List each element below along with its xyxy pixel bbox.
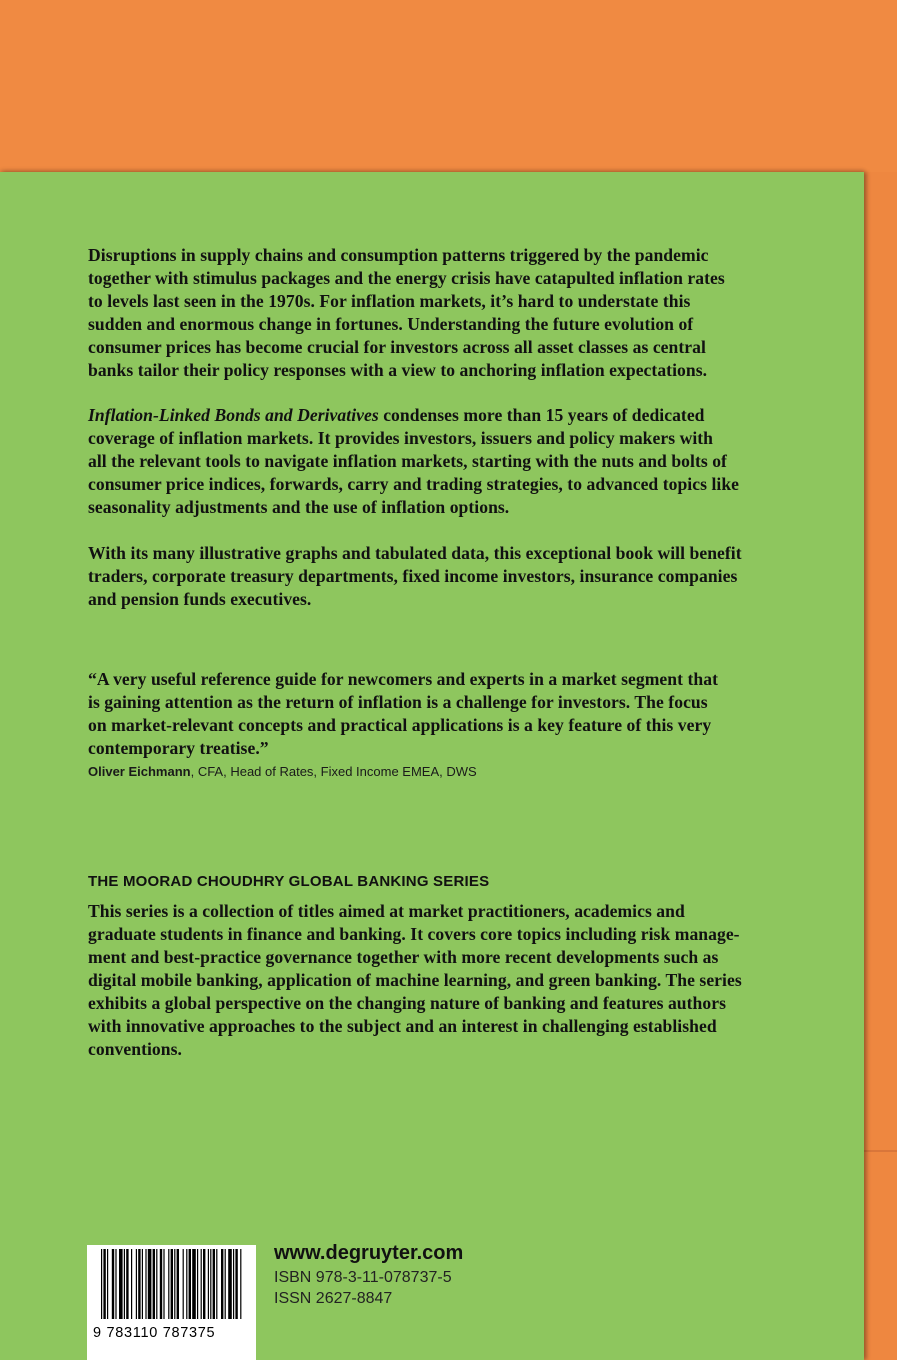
barcode-bar bbox=[107, 1249, 108, 1319]
text-line: on market-relevant concepts and practical applications is a key feature of this very bbox=[88, 715, 712, 735]
orange-right-strip bbox=[864, 172, 897, 1360]
barcode-bar bbox=[213, 1249, 215, 1319]
barcode-bar bbox=[192, 1249, 196, 1319]
barcode-bar bbox=[201, 1249, 202, 1319]
book-title: Inflation-Linked Bonds and Derivatives bbox=[88, 405, 379, 425]
text-line bbox=[88, 404, 793, 427]
reviewer-title: , CFA, Head of Rates, Fixed Income EMEA, DWS bbox=[190, 764, 477, 779]
barcode-bar bbox=[216, 1249, 217, 1319]
text-line: conventions. bbox=[88, 1039, 182, 1059]
description-paragraph-3 bbox=[88, 542, 793, 611]
barcode-bar bbox=[136, 1249, 137, 1319]
barcode-bar bbox=[142, 1249, 143, 1319]
barcode-bar bbox=[124, 1249, 125, 1319]
barcode-bar bbox=[131, 1249, 132, 1319]
barcode-bar bbox=[210, 1249, 211, 1319]
text-line: exhibits a global perspective on the changing nature of banking and features authors bbox=[88, 993, 726, 1013]
series-description bbox=[88, 900, 793, 1061]
barcode-bars bbox=[87, 1245, 256, 1325]
barcode-bar bbox=[240, 1249, 241, 1319]
text-line: contemporary treatise.” bbox=[88, 738, 269, 758]
review-quote bbox=[88, 668, 793, 760]
reviewer-name: Oliver Eichmann bbox=[88, 764, 191, 779]
text-line: With its many illustrative graphs and tabulated data, this exceptional book will benefit bbox=[88, 543, 742, 563]
text-line: coverage of inflation markets. It provides investors, issuers and policy makers with bbox=[88, 428, 714, 448]
text-line: seasonality adjustments and the use of inflation options. bbox=[88, 497, 510, 517]
text-line: consumer prices has become crucial for investors across all asset classes as central bbox=[88, 337, 706, 357]
barcode-bar bbox=[145, 1249, 146, 1319]
barcode-bar bbox=[138, 1249, 140, 1319]
barcode-bar bbox=[235, 1249, 237, 1319]
text-line: all the relevant tools to navigate inflation markets, starting with the nuts and bolts of bbox=[88, 451, 727, 471]
barcode-bar bbox=[112, 1249, 114, 1319]
barcode bbox=[87, 1245, 256, 1360]
barcode-bar bbox=[228, 1249, 232, 1319]
barcode-bar bbox=[163, 1249, 164, 1319]
text-line: Disruptions in supply chains and consumption patterns triggered by the pandemic bbox=[88, 245, 709, 265]
barcode-bar bbox=[103, 1249, 105, 1319]
barcode-bar bbox=[225, 1249, 226, 1319]
barcode-bar bbox=[183, 1249, 184, 1319]
text-line: to levels last seen in the 1970s. For inflation markets, it’s hard to understate this bbox=[88, 291, 691, 311]
text-line: and pension funds executives. bbox=[88, 589, 312, 609]
barcode-bar bbox=[115, 1249, 116, 1319]
series-title: THE MOORAD CHOUDHRY GLOBAL BANKING SERIES bbox=[88, 873, 490, 890]
barcode-bar bbox=[148, 1249, 152, 1319]
text-line: together with stimulus packages and the energy crisis have catapulted inflation rates bbox=[88, 268, 725, 288]
review-attribution bbox=[88, 764, 477, 779]
isbn: ISBN 978-3-11-078737-5 bbox=[274, 1269, 452, 1286]
barcode-bar bbox=[186, 1249, 187, 1319]
text-line: banks tailor their policy responses with a view to anchoring inflation expectations. bbox=[88, 360, 708, 380]
barcode-bar bbox=[208, 1249, 209, 1319]
text-fragment: condenses more than 15 years of dedicated bbox=[378, 405, 705, 425]
text-line: digital mobile banking, application of machine learning, and green banking. The series bbox=[88, 970, 742, 990]
description-paragraph-1 bbox=[88, 244, 793, 382]
orange-top-band bbox=[0, 0, 897, 172]
barcode-digits: 9 783110 787375 bbox=[93, 1325, 216, 1341]
publisher-url[interactable]: www.degruyter.com bbox=[274, 1242, 464, 1264]
barcode-bar bbox=[174, 1249, 175, 1319]
barcode-bar bbox=[168, 1249, 169, 1319]
text-line: This series is a collection of titles aimed at market practitioners, academics and bbox=[88, 901, 685, 921]
text-line: with innovative approaches to the subject and an interest in challenging established bbox=[88, 1016, 717, 1036]
barcode-bar bbox=[233, 1249, 234, 1319]
barcode-bar bbox=[153, 1249, 155, 1319]
barcode-bar bbox=[197, 1249, 198, 1319]
text-line: is gaining attention as the return of inflation is a challenge for investors. The focus bbox=[88, 692, 708, 712]
text-line: sudden and enormous change in fortunes. Understanding the future evolution of bbox=[88, 314, 694, 334]
description-paragraph-2 bbox=[88, 404, 793, 519]
fold-line bbox=[864, 1150, 897, 1152]
barcode-bar bbox=[171, 1249, 173, 1319]
barcode-bar bbox=[177, 1249, 179, 1319]
barcode-bar bbox=[203, 1249, 205, 1319]
text-line: traders, corporate treasury departments, fixed income investors, insurance companies bbox=[88, 566, 738, 586]
barcode-bar bbox=[189, 1249, 191, 1319]
text-line: graduate students in finance and banking. It covers core topics including risk manage- bbox=[88, 924, 740, 944]
barcode-bar bbox=[119, 1249, 123, 1319]
text-line: ment and best-practice governance together with more recent developments such as bbox=[88, 947, 719, 967]
barcode-bar bbox=[101, 1249, 102, 1319]
text-line: “A very useful reference guide for newcomers and experts in a market segment that bbox=[88, 669, 718, 689]
text-line: consumer price indices, forwards, carry and trading strategies, to advanced topics like bbox=[88, 474, 740, 494]
barcode-bar bbox=[156, 1249, 157, 1319]
issn: ISSN 2627-8847 bbox=[274, 1290, 393, 1307]
barcode-bar bbox=[126, 1249, 128, 1319]
barcode-bar bbox=[221, 1249, 223, 1319]
barcode-bar bbox=[160, 1249, 162, 1319]
